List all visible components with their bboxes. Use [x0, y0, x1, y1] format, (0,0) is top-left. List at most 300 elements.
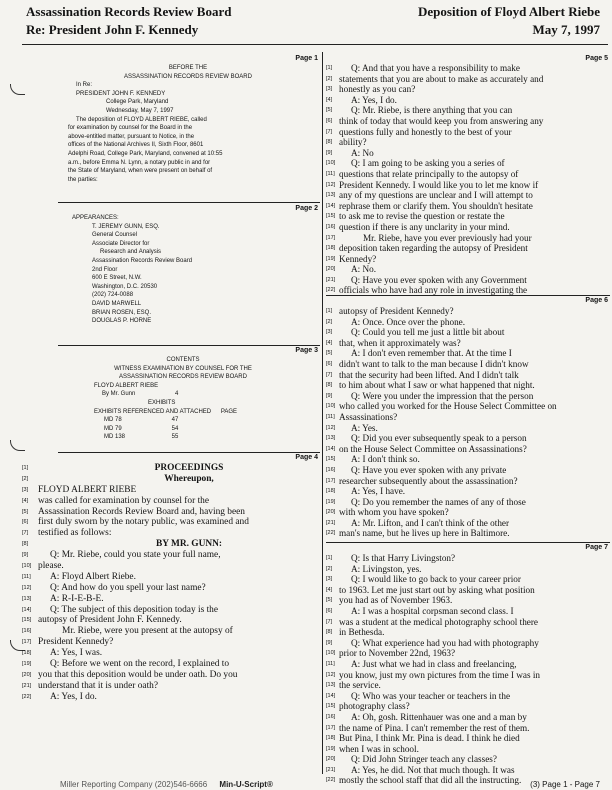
line-text: A: Once. Once over the phone. [351, 316, 466, 327]
exhibit-row [58, 433, 308, 442]
appearance-line: (202) 724-0088 [92, 292, 134, 299]
line-number: [14] [326, 202, 336, 209]
line-text: Q: Did John Stringer teach any classes? [351, 754, 497, 765]
transcript-line [326, 497, 610, 508]
transcript-line [326, 401, 610, 412]
appearance-line: General Counsel [92, 232, 138, 239]
line-text: you had as of November 1963. [339, 595, 453, 606]
transcript-line [22, 637, 320, 648]
caption-line: In Re: [76, 82, 93, 89]
line-text: deposition taken regarding the autopsy of President [339, 243, 528, 254]
line-text: Assassination Records Review Board and, having been [38, 506, 245, 517]
line-number: [3] [326, 86, 333, 93]
line-number: [5] [326, 597, 333, 604]
line-number: [2] [326, 75, 333, 82]
transcript-line [22, 648, 320, 659]
line-number: [13] [326, 682, 336, 689]
transcript-line [326, 359, 610, 370]
page-6-label: Page 6 [585, 297, 608, 304]
transcript-line [22, 615, 320, 626]
line-number: [5] [22, 508, 29, 515]
line-text: A: No. [351, 264, 377, 275]
transcript-line [326, 254, 610, 265]
line-text: FLOYD ALBERT RIEBE [38, 484, 137, 495]
transcript-line [326, 63, 610, 74]
line-number: [16] [22, 628, 32, 635]
line-text: Q: Were you under the impression that the person [351, 390, 534, 401]
transcript-line [326, 180, 610, 191]
transcript-line [326, 444, 610, 455]
line-text: to him about what I saw or what happened that night. [339, 380, 535, 391]
transcript-line [326, 201, 610, 212]
line-text: was called for examination by counsel for the [38, 495, 210, 506]
line-number: [4] [22, 497, 29, 504]
line-text: Q: Is that Harry Livingston? [351, 553, 456, 563]
line-number: [3] [22, 486, 29, 493]
line-text: photography class? [339, 701, 410, 712]
line-number: [21] [326, 766, 336, 773]
line-number: [12] [22, 584, 32, 591]
line-text: President Kennedy? [38, 637, 114, 648]
page-3-box [58, 346, 320, 452]
line-text: Q: The subject of this deposition today is the [50, 604, 219, 615]
line-text: A: I don't even remember that. At the time I [351, 348, 512, 359]
line-number: [15] [326, 456, 336, 463]
transcript-line [326, 423, 610, 434]
transcript-line [326, 380, 610, 391]
transcript-line [22, 539, 320, 550]
line-number: [14] [326, 445, 336, 452]
footer-software: Min-U-Script® [219, 780, 273, 789]
line-number: [9] [326, 392, 333, 399]
line-number: [12] [326, 671, 336, 678]
line-number: [1] [326, 308, 333, 314]
line-number: [6] [22, 519, 29, 526]
line-number: [21] [326, 276, 336, 283]
line-number: [22] [22, 693, 32, 700]
transcript-line [326, 723, 610, 734]
transcript-line [326, 617, 610, 628]
transcript-line [326, 169, 610, 180]
line-text: please. [38, 561, 64, 572]
header-deposition-title: Deposition of Floyd Albert Riebe [418, 4, 600, 19]
transcript-line [326, 158, 610, 169]
transcript-line [22, 473, 320, 485]
transcript-line [22, 495, 320, 507]
line-text: questions fully and honestly to the best of your [339, 126, 512, 137]
document-header [0, 0, 612, 46]
appearance-line: BRIAN ROSEN, ESQ. [92, 309, 152, 316]
column-divider [322, 52, 323, 774]
line-number: [5] [326, 350, 333, 357]
transcript-line [326, 691, 610, 702]
transcript-line [326, 338, 610, 349]
transcript-line [326, 433, 610, 444]
line-text: Q: Who was your teacher or teachers in the [351, 690, 511, 701]
line-number: [19] [326, 498, 336, 505]
line-number: [18] [326, 735, 336, 742]
line-text: didn't want to talk to the man because I didn't know [339, 358, 529, 369]
page-4-box [22, 453, 320, 703]
transcript-line [326, 680, 610, 691]
transcript-line [326, 627, 610, 638]
transcript-line [22, 659, 320, 670]
transcript-line [326, 222, 610, 233]
line-text: Q: Mr. Riebe, could you state your full name, [50, 550, 221, 561]
page-separator [58, 202, 320, 203]
line-number: [20] [326, 756, 336, 763]
appearance-line: Assassination Records Review Board [92, 257, 193, 264]
transcript-line [326, 95, 610, 106]
exhibit-page: 55 [171, 434, 179, 441]
line-number: [13] [22, 595, 32, 602]
line-number: [18] [326, 245, 336, 252]
transcript-line [22, 517, 320, 528]
exhibit-page: 47 [171, 417, 179, 424]
line-text: was a student at the medical photography school there [339, 616, 539, 627]
exhibit-page: 54 [171, 425, 179, 432]
line-number: [22] [326, 287, 336, 294]
line-number: [10] [326, 403, 336, 410]
transcript-line [326, 317, 610, 328]
line-text: statements that you are about to make as accurately and [339, 73, 544, 84]
line-text: President Kennedy. I would like you to let me know if [339, 179, 539, 190]
transcript-line [326, 306, 610, 317]
line-number: [19] [326, 745, 336, 752]
exhibit-row [58, 416, 308, 425]
line-text: Kennedy? [339, 253, 377, 264]
line-text: Q: Have you ever spoken with any private [351, 464, 507, 475]
transcript-line [326, 659, 610, 670]
document-footer [0, 778, 612, 790]
transcript-line [22, 582, 320, 594]
page-7-transcript [326, 553, 610, 786]
examiner-page: 4 [175, 391, 179, 398]
line-text: But Pina, I think Mr. Pina is dead. I think he died [339, 733, 520, 744]
appearance-line: Associate Director for [92, 240, 150, 247]
transcript-line [326, 574, 610, 585]
exhibits-page-col-label: PAGE [220, 408, 238, 415]
line-text: to 1963. Let me just start out by asking what position [339, 584, 535, 595]
transcript-line [326, 528, 610, 539]
line-text: when I was in school. [339, 743, 419, 754]
line-number: [1] [22, 465, 29, 471]
line-text: questions that relate principally to the autopsy of [339, 168, 519, 179]
page-7-label: Page 7 [585, 544, 608, 551]
footer-reporter-name: Miller Reporting Company (202)546-6666 [60, 780, 208, 789]
transcript-line [326, 148, 610, 159]
line-text: A: No [351, 147, 374, 158]
line-number: [16] [326, 466, 336, 473]
transcript-line [326, 670, 610, 681]
line-number: [8] [22, 541, 29, 548]
caption-line: the State of Maryland, when were present on behalf of [68, 168, 213, 175]
line-number: [7] [22, 530, 29, 537]
transcript-line [326, 754, 610, 765]
line-text: Q: Did you ever subsequently speak to a person [351, 433, 527, 444]
transcript-line [22, 506, 320, 518]
appearances-heading: APPEARANCES: [72, 215, 119, 221]
line-number: [10] [326, 160, 336, 167]
line-number: [5] [326, 107, 333, 114]
transcript-line [326, 348, 610, 359]
transcript-line [326, 370, 610, 381]
line-number: [20] [326, 266, 336, 273]
page-1-label: Page 1 [295, 55, 318, 62]
line-text: A: Yes. [351, 422, 378, 433]
line-number: [22] [326, 530, 336, 537]
line-text: understand that it is under oath? [38, 680, 159, 691]
caption-line: offices of the National Archives II, Sixth Floor, 8601 [68, 142, 204, 149]
binder-hole-mark [10, 440, 25, 451]
line-number: [14] [22, 606, 32, 613]
line-number: [19] [22, 661, 32, 668]
transcript-line [326, 486, 610, 497]
transcript-line [22, 528, 320, 539]
transcript-line [326, 84, 610, 95]
binder-hole-mark [10, 84, 25, 95]
transcript-line [326, 648, 610, 659]
line-number: [9] [326, 149, 333, 156]
line-text: Whereupon, [164, 473, 214, 484]
line-number: [18] [326, 488, 336, 495]
line-text: Q: I would like to go back to your career prior [351, 574, 521, 585]
page-6-transcript [326, 306, 610, 539]
line-text: A: Yes, I do. [351, 94, 397, 105]
header-subject: Re: President John F. Kennedy [26, 22, 199, 37]
line-number: [7] [326, 618, 333, 625]
appearance-line: Research and Analysis [100, 249, 162, 256]
examiner-name: By Mr. Gunn [102, 391, 136, 398]
line-text: question if there is any unclarity in your mind. [339, 221, 510, 232]
line-text: you know, just my own pictures from the time I was in [339, 669, 540, 680]
line-text: Mr. Riebe, were you present at the autopsy of [62, 626, 233, 637]
page-2-label: Page 2 [295, 205, 318, 212]
transcript-line [326, 275, 610, 286]
line-number: [20] [326, 509, 336, 516]
transcript-line [22, 691, 320, 703]
line-number: [20] [22, 671, 32, 678]
line-text: researcher subsequently about the assassination? [339, 475, 518, 486]
transcript-line [326, 137, 610, 148]
transcript-line [326, 564, 610, 575]
caption-line: ASSASSINATION RECORDS REVIEW BOARD [124, 73, 252, 80]
header-board-name: Assassination Records Review Board [26, 4, 232, 19]
line-number: [3] [326, 329, 333, 336]
line-number: [7] [326, 371, 333, 378]
line-text: A: Floyd Albert Riebe. [50, 571, 136, 582]
line-text: that the security had been lifted. And I didn't talk [339, 369, 519, 380]
line-number: [2] [22, 475, 29, 482]
line-text: you that this deposition would be under oath. Do you [38, 669, 238, 680]
line-text: the service. [339, 680, 381, 691]
transcript-line [326, 327, 610, 338]
line-number: [9] [326, 639, 333, 646]
line-text: PROCEEDINGS [154, 463, 224, 473]
transcript-line [326, 412, 610, 423]
appearance-line: 600 E Street, N.W. [92, 275, 142, 282]
footer-page-range: (3) Page 1 - Page 7 [530, 780, 600, 789]
line-number: [1] [326, 65, 333, 71]
line-number: [16] [326, 223, 336, 230]
line-text: BY MR. GUNN: [155, 539, 223, 550]
transcript-line [22, 463, 320, 474]
transcript-line [326, 74, 610, 85]
line-text: A: I was a hospital corpsman second class. I [351, 605, 514, 616]
line-number: [22] [326, 777, 336, 784]
transcript-line [326, 507, 610, 518]
line-text: A: Livingston, yes. [351, 563, 422, 574]
line-text: Assassinations? [339, 411, 398, 422]
header-rule [22, 44, 608, 45]
line-number: [15] [326, 213, 336, 220]
transcript-line [326, 733, 610, 744]
transcript-line [22, 593, 320, 605]
caption-line: a.m., before Emma N. Lynn, a notary public in and for [68, 159, 211, 166]
line-text: honestly as you can? [339, 84, 416, 95]
transcript-line [326, 553, 610, 564]
transcript-line [326, 105, 610, 116]
line-number: [6] [326, 607, 333, 614]
line-number: [1] [326, 555, 333, 561]
line-number: [4] [326, 339, 333, 346]
transcript-line [326, 585, 610, 596]
line-text: that, when it approximately was? [339, 337, 461, 348]
caption-line: The deposition of FLOYD ALBERT RIEBE, called [76, 116, 207, 123]
line-number: [14] [326, 692, 336, 699]
line-text: A: Yes, I do. [50, 691, 97, 702]
page-3-label: Page 3 [295, 347, 318, 354]
page-1-box [58, 52, 320, 200]
appearance-line: T. JEREMY GUNN, ESQ. [92, 223, 160, 230]
line-text: A: Yes, I was. [50, 648, 103, 659]
contents-line: FLOYD ALBERT RIEBE [94, 382, 159, 389]
caption-block [68, 64, 308, 184]
transcript-line [22, 604, 320, 616]
page-5-transcript [326, 63, 610, 296]
exhibit-id: MD 79 [104, 425, 122, 432]
transcript-line [326, 595, 610, 606]
appearances-block [72, 214, 302, 326]
line-text: A: Mr. Lifton, and I can't think of the other [351, 517, 510, 528]
line-text: think of today that would keep you from answering any [339, 115, 544, 126]
exhibits-header-row [58, 408, 308, 417]
caption-line: Wednesday, May 7, 1997 [106, 107, 174, 114]
contents-line [58, 390, 308, 399]
line-number: [11] [22, 573, 31, 580]
line-text: Q: Before we went on the record, I explained to [50, 659, 230, 670]
page-5-box [326, 52, 610, 294]
appearance-line: DOUGLAS P. HORNE [92, 318, 152, 325]
transcript-line [326, 243, 610, 254]
line-number: [7] [326, 128, 333, 135]
line-text: Q: Mr. Riebe, is there anything that you can [351, 105, 513, 116]
line-number: [6] [326, 117, 333, 124]
line-text: who called you worked for the House Select Committee on [339, 401, 557, 412]
transcript-line [326, 765, 610, 776]
exhibit-row [58, 425, 308, 434]
line-text: Q: Do you remember the names of any of those [351, 496, 526, 507]
line-number: [21] [22, 682, 32, 689]
line-text: autopsy of President John F. Kennedy. [38, 615, 182, 626]
line-text: mostly the school staff that did all the instructing. [339, 775, 522, 786]
line-number: [17] [326, 477, 336, 484]
appearance-line: DAVID MARWELL [92, 300, 142, 307]
exhibits-heading: EXHIBITS [148, 399, 176, 406]
transcript-line [22, 484, 320, 496]
transcript-line [326, 701, 610, 712]
caption-line: the parties: [68, 176, 98, 183]
contents-line: WITNESS EXAMINATION BY COUNSEL FOR THE [114, 365, 252, 372]
transcript-line [326, 264, 610, 275]
transcript-line [326, 233, 610, 244]
transcript-line [22, 550, 320, 561]
transcript-line [326, 454, 610, 465]
line-text: prior to November 22nd, 1963? [339, 648, 456, 659]
line-number: [13] [326, 192, 336, 199]
caption-line: for examination by counsel for the Board in the [68, 125, 193, 132]
page-6-box [326, 296, 610, 542]
footer-reporter [60, 780, 273, 789]
line-text: Q: I am going to be asking you a series of [351, 158, 505, 169]
line-text: testified as follows: [38, 528, 112, 539]
transcript-line [22, 571, 320, 583]
line-text: the name of Pina. I can't remember the rest of them. [339, 722, 530, 733]
line-text: A: Oh, gosh. Rittenhauer was one and a man by [351, 711, 527, 722]
exhibits-col-label: EXHIBITS REFERENCED AND ATTACHED [94, 408, 212, 415]
line-number: [6] [326, 360, 333, 367]
line-number: [4] [326, 96, 333, 103]
contents-heading: CONTENTS [166, 357, 200, 363]
line-number: [11] [326, 660, 335, 667]
page-4-transcript [22, 463, 320, 703]
transcript-line [326, 190, 610, 201]
line-text: A: R-I-E-B-E. [50, 593, 104, 604]
appearance-line: 2nd Floor [92, 266, 118, 273]
line-number: [17] [326, 234, 336, 241]
line-number: [13] [326, 435, 336, 442]
line-number: [17] [326, 724, 336, 731]
line-text: A: Yes, he did. Not that much though. It was [351, 764, 515, 775]
line-number: [10] [326, 650, 336, 657]
line-text: A: I don't think so. [351, 454, 420, 465]
line-text: Q: And how do you spell your last name? [50, 582, 206, 593]
header-date: May 7, 1997 [532, 22, 600, 37]
line-number: [16] [326, 713, 336, 720]
caption-line: above-entitled matter, pursuant to Notice, in the [68, 133, 195, 140]
line-number: [18] [22, 650, 32, 657]
line-number: [8] [326, 382, 333, 389]
transcript-line [22, 626, 320, 637]
line-number: [3] [326, 576, 333, 583]
line-text: any of my questions are unclear and I will attempt to [339, 190, 533, 201]
caption-line: BEFORE THE [168, 65, 208, 71]
transcript-line [326, 606, 610, 617]
line-number: [4] [326, 586, 333, 593]
line-number: [9] [22, 552, 29, 559]
line-text: Q: Could you tell me just a little bit about [351, 327, 505, 338]
line-number: [12] [326, 424, 336, 431]
line-text: Mr. Riebe, have you ever previously had your [363, 232, 532, 243]
transcript-line [326, 127, 610, 138]
transcript-line [326, 211, 610, 222]
exhibit-id: MD 78 [104, 417, 122, 424]
line-number: [11] [326, 170, 335, 177]
line-text: Q: What experience had you had with photography [351, 637, 539, 648]
line-text: ability? [339, 137, 367, 148]
line-number: [12] [326, 181, 336, 188]
line-text: Q: Have you ever spoken with any Government [351, 274, 527, 285]
